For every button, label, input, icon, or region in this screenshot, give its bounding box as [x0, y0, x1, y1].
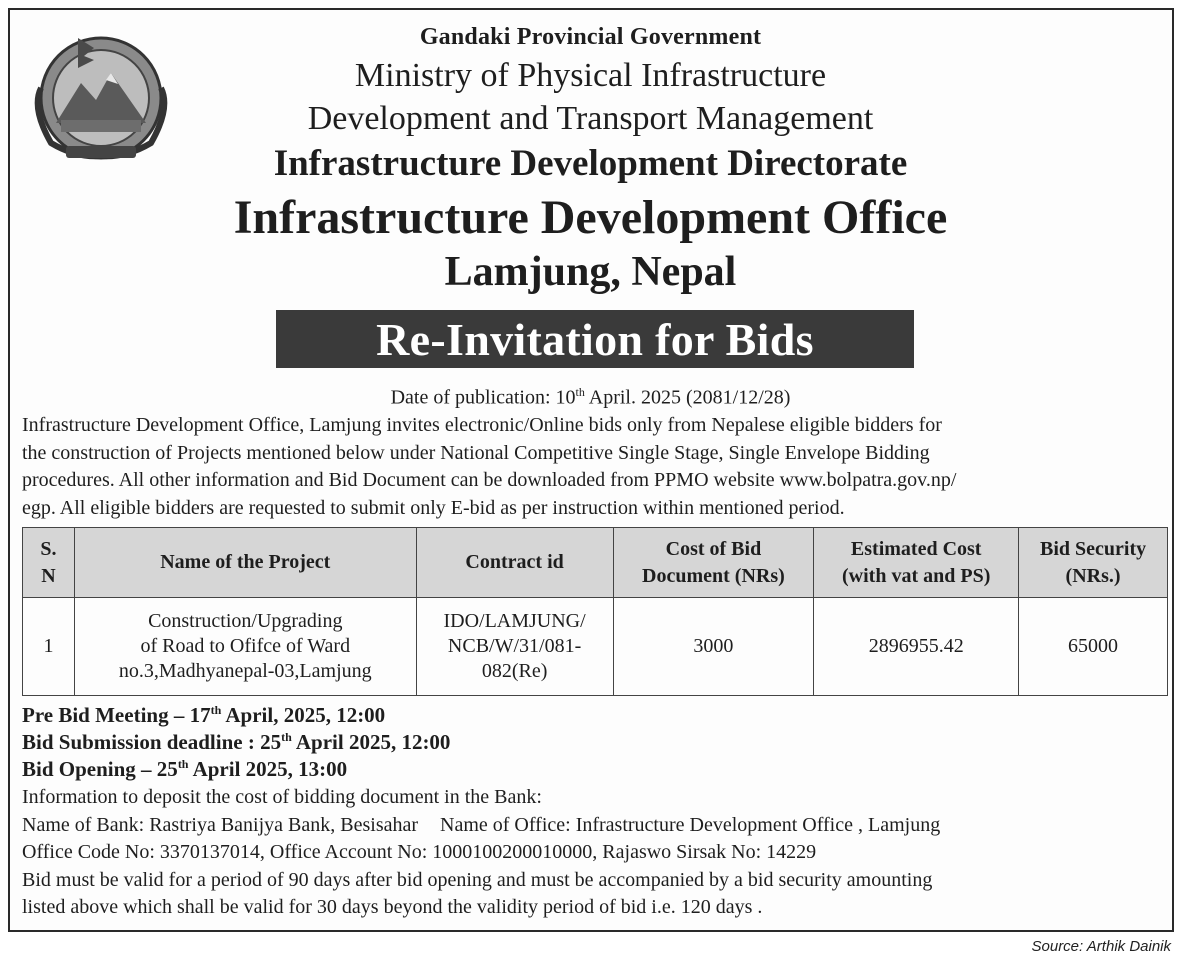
- office-name-bank: Name of Office: Infrastructure Development Office , Lamjung: [440, 813, 941, 836]
- directorate-name: Infrastructure Development Directorate: [273, 143, 908, 184]
- bid-opening: Bid Opening – 25th April 2025, 13:00: [22, 757, 348, 781]
- cell-contract-id: IDO/LAMJUNG/ NCB/W/31/081- 082(Re): [416, 598, 613, 696]
- office-location: Lamjung, Nepal: [444, 249, 737, 295]
- header-estimated-cost: Estimated Cost (with vat and PS): [814, 528, 1019, 598]
- cell-estimated-cost: 2896955.42: [814, 598, 1019, 696]
- pre-bid-meeting: Pre Bid Meeting – 17th April, 2025, 12:00: [22, 703, 386, 727]
- header-sn: S. N: [23, 528, 75, 598]
- header-contract-id: Contract id: [416, 528, 613, 598]
- header-project-name: Name of the Project: [74, 528, 416, 598]
- intro-line: the construction of Projects mentioned below under National Competitive Single Stage, Single Envelope Bidding: [22, 441, 930, 464]
- intro-line: Infrastructure Development Office, Lamjung invites electronic/Online bids only from Nepalese eligible bidders for: [22, 414, 942, 436]
- bid-submission-deadline: Bid Submission deadline : 25th April 2025, 12:00: [22, 730, 451, 754]
- intro-line: procedures. All other information and Bid Document can be downloaded from PPMO website www.bolpatra.gov.np/: [22, 469, 957, 491]
- header-bid-security: Bid Security (NRs.): [1019, 528, 1168, 598]
- source-credit: Source: Arthik Dainik: [1031, 938, 1171, 955]
- validity-line: Bid must be valid for a period of 90 days after bid opening and must be accompanied by a bid security amounting: [22, 868, 933, 891]
- bank-info: [22, 784, 1168, 922]
- bank-info-heading: Information to deposit the cost of bidding document in the Bank:: [22, 786, 542, 808]
- validity-line: listed above which shall be valid for 30 days beyond the validity period of bid i.e. 120 days .: [22, 896, 763, 918]
- notice-title: Re-Invitation for Bids: [276, 310, 914, 368]
- table-header-row: [23, 528, 1168, 598]
- cell-project-name: Construction/Upgrading of Road to Ofifce of Ward no.3,Madhyanepal-03,Lamjung: [74, 598, 416, 696]
- office-name: Infrastructure Development Office: [233, 191, 948, 244]
- ministry-name-line1: Ministry of Physical Infrastructure: [354, 57, 827, 94]
- header-bid-doc-cost: Cost of Bid Document (NRs): [613, 528, 814, 598]
- intro-paragraph: [22, 412, 1170, 522]
- cell-bid-security: 65000: [1019, 598, 1168, 696]
- bids-table: [22, 527, 1168, 696]
- ministry-name-line2: Development and Transport Management: [307, 100, 874, 137]
- government-name: Gandaki Provincial Government: [419, 24, 762, 50]
- bank-name: Name of Bank: Rastriya Banijya Bank, Besisahar: [22, 813, 419, 836]
- bank-and-office-line: [22, 812, 1168, 840]
- table-row: [23, 598, 1168, 696]
- intro-line: egp. All eligible bidders are requested to submit only E-bid as per instruction within mentioned period.: [22, 496, 845, 519]
- publication-date: Date of publication: 10th April. 2025 (2081/12/28): [390, 385, 791, 409]
- cell-bid-doc-cost: 3000: [613, 598, 814, 696]
- account-codes: Office Code No: 3370137014, Office Account No: 1000100200010000, Rajaswo Sirsak No: 14229: [22, 841, 817, 863]
- cell-sn: 1: [23, 598, 75, 696]
